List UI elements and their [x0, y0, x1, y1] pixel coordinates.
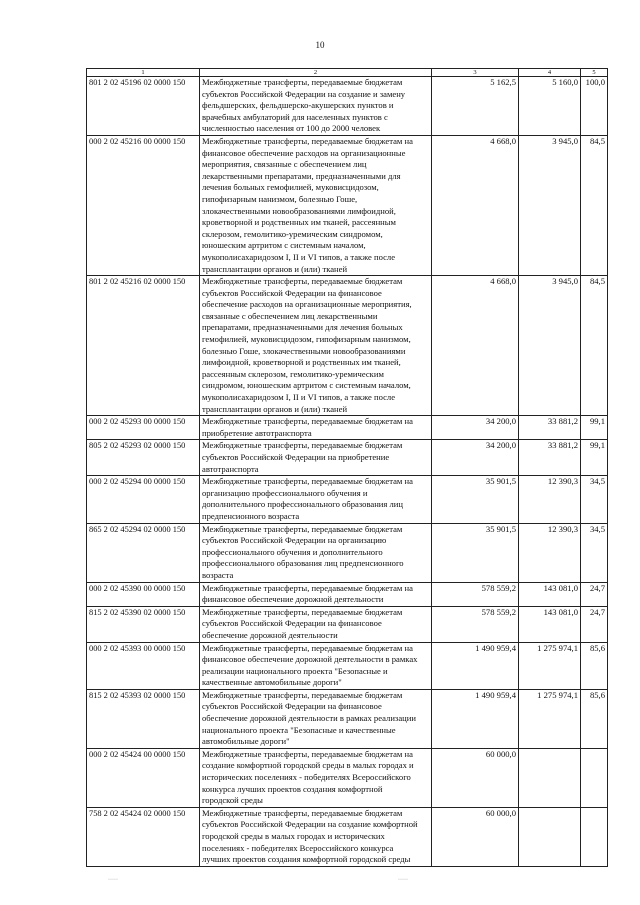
plan-amount-cell: 4 668,0	[432, 276, 519, 416]
plan-amount-cell: 60 000,0	[432, 748, 519, 807]
table-row	[87, 689, 608, 748]
description-line: возраста	[202, 569, 234, 580]
actual-amount-cell: 5 160,0	[519, 77, 581, 136]
description-cell	[200, 77, 432, 136]
actual-amount-cell: 12 390,3	[519, 523, 581, 582]
percent-cell: 100,0	[581, 77, 608, 136]
column-number: 1	[87, 69, 200, 77]
description-line: обеспечение расходов на организационные мероприятия,	[202, 299, 412, 310]
table-row	[87, 440, 608, 476]
table-row	[87, 606, 608, 642]
percent-cell	[581, 748, 608, 807]
percent-cell: 24,7	[581, 606, 608, 642]
description-line: национального проекта "Безопасные и качественные	[202, 724, 396, 735]
description-line: приобретение автотранспорта	[202, 427, 312, 438]
description-line: трансплантации органов и (или) тканей	[202, 263, 348, 274]
description-line: мероприятия, связанные с обеспечением лиц	[202, 159, 367, 170]
actual-amount-cell: 1 275 974,1	[519, 689, 581, 748]
percent-cell: 99,1	[581, 416, 608, 440]
description-line: рассеянным склерозом, гемолитико-уремическим	[202, 368, 384, 379]
percent-cell: 99,1	[581, 440, 608, 476]
table-row	[87, 582, 608, 606]
percent-cell: 85,6	[581, 642, 608, 689]
table-row	[87, 748, 608, 807]
budget-code-cell: 801 2 02 45216 02 0000 150	[87, 276, 200, 416]
description-line: обеспечение дорожной деятельности в рамках реализации	[202, 713, 416, 724]
plan-amount-cell: 35 901,5	[432, 523, 519, 582]
description-cell	[200, 689, 432, 748]
description-line: Межбюджетные трансферты, передаваемые бюджетам	[202, 440, 403, 451]
percent-cell: 24,7	[581, 582, 608, 606]
table-row	[87, 807, 608, 866]
percent-cell: 85,6	[581, 689, 608, 748]
description-line: Межбюджетные трансферты, передаваемые бюджетам на	[202, 642, 413, 653]
budget-code-cell: 801 2 02 45196 02 0000 150	[87, 77, 200, 136]
description-line: Межбюджетные трансферты, передаваемые бюджетам на	[202, 748, 413, 759]
description-line: численностью населения от 100 до 2000 человек	[202, 123, 381, 134]
description-line: Межбюджетные трансферты, передаваемые бюджетам на	[202, 135, 413, 146]
table-row	[87, 476, 608, 523]
description-line: злокачественными новообразованиями лимфоидной,	[202, 205, 396, 216]
plan-amount-cell: 1 490 959,4	[432, 689, 519, 748]
description-line: лечения больных гемофилией, муковисцидозом,	[202, 182, 379, 193]
budget-code-cell: 000 2 02 45294 00 0000 150	[87, 476, 200, 523]
description-line: предпенсионного возраста	[202, 510, 300, 521]
plan-amount-cell: 4 668,0	[432, 135, 519, 275]
description-line: Межбюджетные трансферты, передаваемые бюджетам на	[202, 582, 413, 593]
description-cell	[200, 807, 432, 866]
column-number: 5	[581, 69, 608, 77]
plan-amount-cell: 60 000,0	[432, 807, 519, 866]
description-line: городской среды в малых городах и исторических	[202, 831, 385, 841]
description-cell	[200, 476, 432, 523]
description-line: организацию профессионального обучения и	[202, 487, 368, 498]
description-line: поселениях - победителях Всероссийского конкурса	[202, 842, 394, 853]
description-cell	[200, 606, 432, 642]
table-row	[87, 276, 608, 416]
percent-cell: 34,5	[581, 476, 608, 523]
plan-amount-cell: 34 200,0	[432, 440, 519, 476]
budget-code-cell: 815 2 02 45393 02 0000 150	[87, 689, 200, 748]
table-row	[87, 416, 608, 440]
description-line: трансплантации органов и (или) тканей	[202, 403, 348, 414]
description-cell	[200, 416, 432, 440]
description-line: создание комфортной городской среды в малых городах и	[202, 760, 414, 771]
description-cell	[200, 440, 432, 476]
percent-cell: 84,5	[581, 135, 608, 275]
description-line: мукополисахаридозом I, II и VI типов, а также после	[202, 392, 396, 403]
description-line: препаратами, предназначенными для лечения больных	[202, 322, 403, 333]
description-line: лучших проектов создания комфортной городской среды	[202, 854, 411, 865]
description-line: субъектов Российской Федерации на финансовое	[202, 618, 382, 629]
page-number: 10	[315, 40, 325, 50]
budget-code-cell: 000 2 02 45393 00 0000 150	[87, 642, 200, 689]
description-line: Межбюджетные трансферты, передаваемые бюджетам на	[202, 476, 413, 487]
description-line: синдромом, юношеским артритом с системным началом,	[202, 380, 411, 391]
description-line: конкурса лучших проектов создания комфортной	[202, 783, 383, 794]
description-line: Межбюджетные трансферты, передаваемые бюджетам	[202, 276, 403, 287]
column-number: 3	[432, 69, 519, 77]
description-line: гипофизарным нанизмом, болезнью Гоше,	[202, 193, 358, 204]
description-line: Межбюджетные трансферты, передаваемые бюджетам на	[202, 416, 413, 427]
description-line: городской среды	[202, 795, 263, 806]
plan-amount-cell: 578 559,2	[432, 582, 519, 606]
description-line: обеспечение дорожной деятельности	[202, 629, 338, 640]
table-row	[87, 642, 608, 689]
column-number-row	[87, 69, 608, 77]
description-line: Межбюджетные трансферты, передаваемые бюджетам	[202, 523, 403, 534]
description-line: Межбюджетные трансферты, передаваемые бюджетам	[202, 807, 403, 818]
budget-code-cell: 000 2 02 45390 00 0000 150	[87, 582, 200, 606]
description-cell	[200, 642, 432, 689]
description-cell	[200, 748, 432, 807]
description-cell	[200, 276, 432, 416]
description-line: субъектов Российской Федерации на финансовое	[202, 701, 382, 712]
description-line: Межбюджетные трансферты, передаваемые бюджетам	[202, 689, 403, 700]
description-line: лекарственными препаратами, предназначенными для	[202, 170, 401, 181]
description-cell	[200, 523, 432, 582]
description-line: Межбюджетные трансферты, передаваемые бюджетам	[202, 77, 403, 87]
budget-code-cell: 758 2 02 45424 02 0000 150	[87, 807, 200, 866]
actual-amount-cell: 3 945,0	[519, 135, 581, 275]
description-line: финансовое обеспечение дорожной деятельности в рамках	[202, 654, 418, 665]
bottom-mark-left: ·····	[108, 877, 118, 883]
budget-code-cell: 865 2 02 45294 02 0000 150	[87, 523, 200, 582]
actual-amount-cell: 143 081,0	[519, 606, 581, 642]
description-line: юношеским артритом с системным началом,	[202, 240, 366, 251]
description-line: реализации национального проекта "Безопасные и	[202, 665, 388, 676]
budget-code-cell: 805 2 02 45293 02 0000 150	[87, 440, 200, 476]
description-line: субъектов Российской Федерации на приобретение	[202, 452, 390, 462]
description-line: склерозом, гемолитико-уремическим синдромом,	[202, 228, 383, 239]
description-line: субъектов Российской Федерации на финансовое	[202, 287, 382, 298]
description-line: субъектов Российской Федерации на создание и замену	[202, 88, 406, 99]
budget-code-cell: 000 2 02 45216 00 0000 150	[87, 135, 200, 275]
description-line: фельдшерских, фельдшерско-акушерских пунктов и	[202, 100, 394, 111]
table-row	[87, 135, 608, 275]
description-line: профессионального образования лиц предпенсионного	[202, 558, 404, 569]
description-line: автотранспорта	[202, 463, 259, 474]
percent-cell	[581, 807, 608, 866]
description-line: кроветворной и родственных им тканей, рассеянным	[202, 217, 396, 228]
description-line: Межбюджетные трансферты, передаваемые бюджетам	[202, 606, 403, 617]
description-line: субъектов Российской Федерации на организацию	[202, 535, 387, 546]
budget-table	[86, 68, 608, 867]
description-line: связанные с обеспечением лиц лекарственными	[202, 310, 378, 321]
budget-code-cell: 000 2 02 45293 00 0000 150	[87, 416, 200, 440]
description-line: лимфоидной, кроветворной и родственных им тканей,	[202, 357, 401, 368]
actual-amount-cell: 143 081,0	[519, 582, 581, 606]
actual-amount-cell: 33 881,2	[519, 440, 581, 476]
plan-amount-cell: 578 559,2	[432, 606, 519, 642]
table-row	[87, 77, 608, 136]
plan-amount-cell: 5 162,5	[432, 77, 519, 136]
actual-amount-cell: 12 390,3	[519, 476, 581, 523]
description-cell	[200, 135, 432, 275]
description-line: финансовое обеспечение расходов на организационные	[202, 147, 406, 158]
plan-amount-cell: 35 901,5	[432, 476, 519, 523]
budget-code-cell: 000 2 02 45424 00 0000 150	[87, 748, 200, 807]
budget-code-cell: 815 2 02 45390 02 0000 150	[87, 606, 200, 642]
percent-cell: 34,5	[581, 523, 608, 582]
description-line: качественные автомобильные дороги"	[202, 677, 342, 688]
description-line: профессионального обучения и дополнительного	[202, 546, 383, 557]
description-cell	[200, 582, 432, 606]
plan-amount-cell: 34 200,0	[432, 416, 519, 440]
actual-amount-cell: 3 945,0	[519, 276, 581, 416]
description-line: субъектов Российской Федерации на создание комфортной	[202, 819, 418, 830]
actual-amount-cell	[519, 748, 581, 807]
description-line: автомобильные дороги"	[202, 736, 290, 747]
description-line: болезнью Гоше, злокачественными новообразованиями	[202, 345, 406, 356]
bottom-mark-right: ·····	[398, 877, 408, 883]
description-line: гемофилией, муковисцидозом, гипофизарным нанизмом,	[202, 334, 411, 345]
column-number: 2	[200, 69, 432, 77]
table-row	[87, 523, 608, 582]
plan-amount-cell: 1 490 959,4	[432, 642, 519, 689]
description-line: врачебных амбулаторий для населенных пунктов с	[202, 111, 388, 122]
description-line: дополнительного профессионального образования лиц	[202, 499, 403, 510]
description-line: исторических поселениях - победителях Всероссийского	[202, 772, 411, 783]
description-line: финансовое обеспечение дорожной деятельности	[202, 594, 384, 605]
actual-amount-cell: 1 275 974,1	[519, 642, 581, 689]
actual-amount-cell: 33 881,2	[519, 416, 581, 440]
table-body	[87, 77, 608, 867]
column-number: 4	[519, 69, 581, 77]
description-line: мукополисахаридозом I, II и VI типов, а также после	[202, 251, 396, 262]
percent-cell: 84,5	[581, 276, 608, 416]
actual-amount-cell	[519, 807, 581, 866]
